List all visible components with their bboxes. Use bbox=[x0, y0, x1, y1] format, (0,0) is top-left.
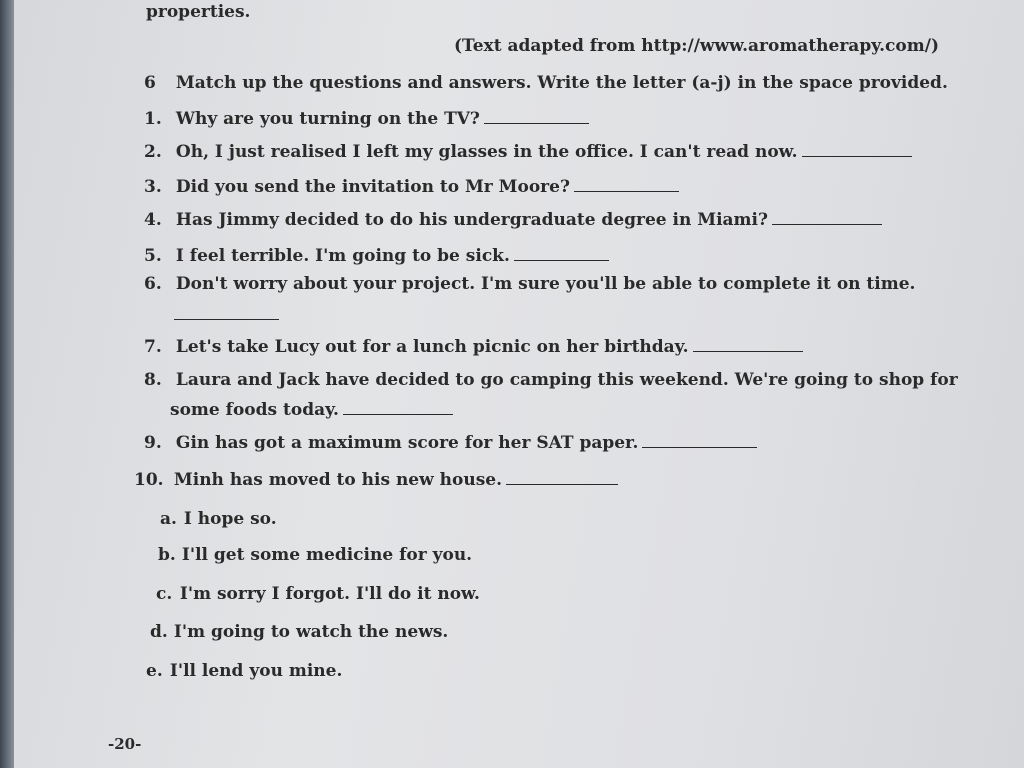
previous-text-fragment: properties. bbox=[146, 2, 251, 22]
question-8 bbox=[144, 370, 958, 390]
question-text-continued: some foods today. bbox=[170, 400, 339, 420]
question-1 bbox=[144, 109, 589, 129]
answer-blank[interactable] bbox=[642, 446, 757, 448]
answer-letter: d. bbox=[150, 622, 168, 642]
question-5 bbox=[144, 246, 609, 266]
question-number: 5. bbox=[144, 246, 162, 266]
question-text: I feel terrible. I'm going to be sick. bbox=[175, 246, 510, 266]
answer-letter: b. bbox=[158, 545, 176, 565]
answer-c bbox=[156, 584, 480, 604]
answer-blank[interactable] bbox=[693, 350, 803, 352]
answer-a bbox=[160, 509, 277, 529]
answer-text: I hope so. bbox=[183, 509, 277, 529]
exercise-number: 6 bbox=[144, 73, 156, 93]
question-number: 8. bbox=[144, 370, 162, 390]
answer-e bbox=[146, 661, 342, 681]
question-3 bbox=[144, 177, 679, 197]
answer-blank[interactable] bbox=[484, 122, 589, 124]
question-text: Gin has got a maximum score for her SAT paper. bbox=[175, 433, 639, 453]
question-text: Oh, I just realised I left my glasses in the office. I can't read now. bbox=[175, 142, 798, 162]
question-text: Let's take Lucy out for a lunch picnic on her birthday. bbox=[175, 337, 689, 357]
source-note: (Text adapted from http://www.aromatherapy.com/) bbox=[454, 36, 939, 56]
question-text: Has Jimmy decided to do his undergraduate degree in Miami? bbox=[175, 210, 768, 230]
question-number: 3. bbox=[144, 177, 162, 197]
question-text: Minh has moved to his new house. bbox=[173, 470, 503, 490]
answer-blank[interactable] bbox=[802, 155, 912, 157]
question-text: Don't worry about your project. I'm sure you'll be able to complete it on time. bbox=[175, 274, 916, 294]
exercise-instruction: Match up the questions and answers. Write the letter (a-j) in the space provided. bbox=[175, 73, 948, 93]
question-text: Did you send the invitation to Mr Moore? bbox=[175, 177, 570, 197]
answer-blank[interactable] bbox=[343, 413, 453, 415]
answer-text: I'm sorry I forgot. I'll do it now. bbox=[179, 584, 480, 604]
question-number: 10. bbox=[134, 470, 164, 490]
answer-letter: a. bbox=[160, 509, 177, 529]
answer-blank[interactable] bbox=[174, 318, 279, 320]
question-10 bbox=[134, 470, 618, 490]
exercise-heading bbox=[144, 73, 948, 93]
answer-text: I'll get some medicine for you. bbox=[181, 545, 473, 565]
question-9 bbox=[144, 433, 757, 453]
question-number: 4. bbox=[144, 210, 162, 230]
question-2 bbox=[144, 142, 912, 162]
answer-blank[interactable] bbox=[574, 190, 679, 192]
question-number: 2. bbox=[144, 142, 162, 162]
answer-letter: c. bbox=[156, 584, 173, 604]
answer-text: I'm going to watch the news. bbox=[173, 622, 449, 642]
answer-blank[interactable] bbox=[514, 259, 609, 261]
binding-shadow bbox=[0, 0, 14, 768]
answer-text: I'll lend you mine. bbox=[169, 661, 343, 681]
page-number: -20- bbox=[108, 735, 142, 753]
question-6-blank-line bbox=[174, 305, 279, 325]
question-text: Why are you turning on the TV? bbox=[175, 109, 480, 129]
question-8-continued bbox=[170, 400, 453, 420]
question-number: 6. bbox=[144, 274, 162, 294]
answer-blank[interactable] bbox=[772, 223, 882, 225]
question-4 bbox=[144, 210, 882, 230]
answer-b bbox=[158, 545, 472, 565]
answer-blank[interactable] bbox=[506, 483, 618, 485]
answer-d bbox=[150, 622, 448, 642]
question-6 bbox=[144, 274, 915, 294]
question-number: 1. bbox=[144, 109, 162, 129]
question-number: 7. bbox=[144, 337, 162, 357]
worksheet-page bbox=[14, 0, 1024, 768]
question-number: 9. bbox=[144, 433, 162, 453]
answer-letter: e. bbox=[146, 661, 163, 681]
question-text: Laura and Jack have decided to go camping this weekend. We're going to shop for bbox=[175, 370, 958, 390]
question-7 bbox=[144, 337, 803, 357]
